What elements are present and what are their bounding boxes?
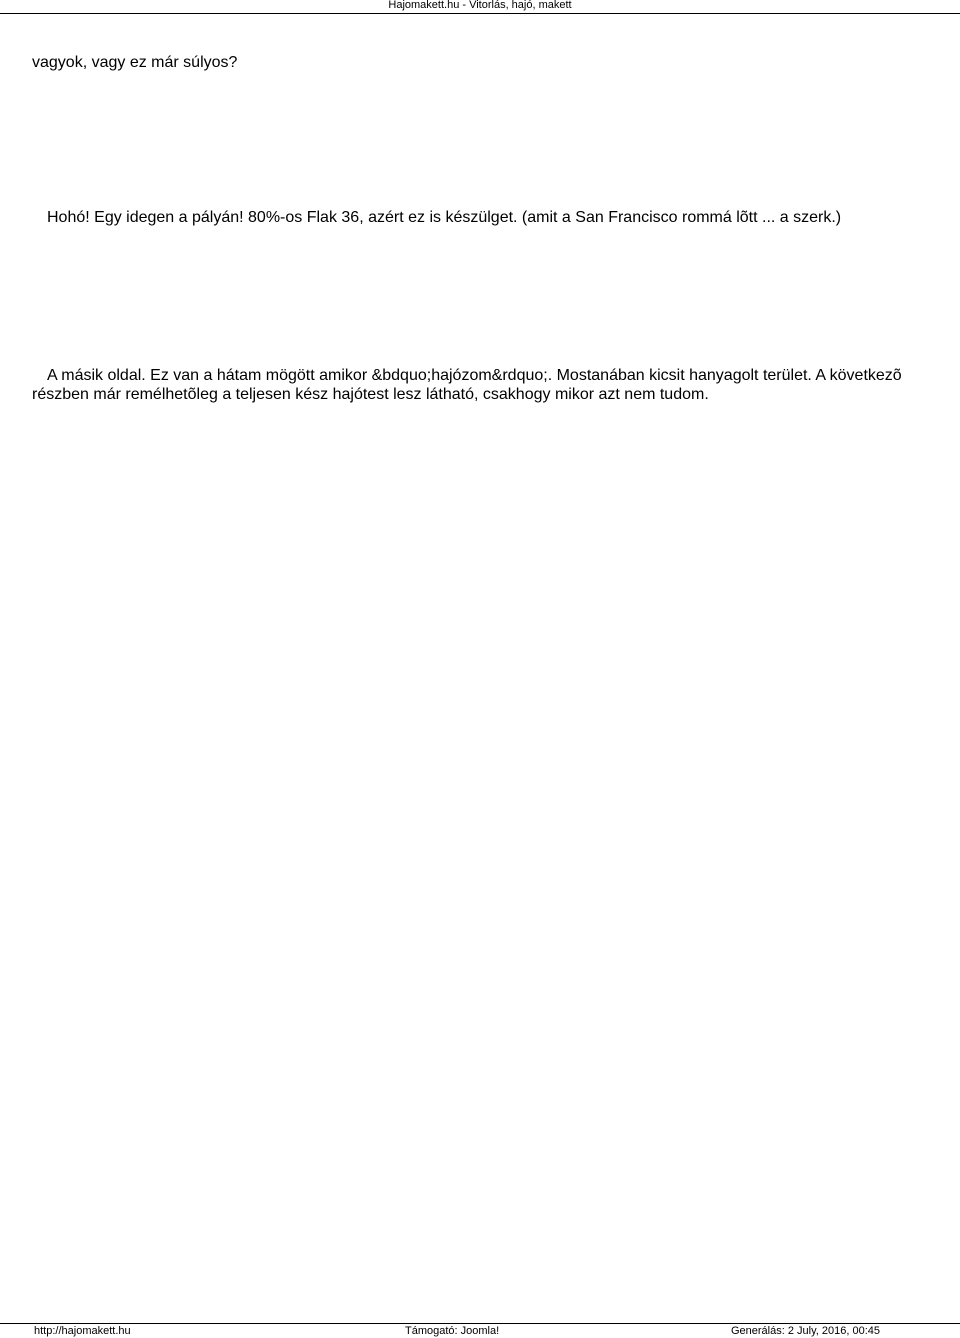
article-paragraph-3: A másik oldal. Ez van a hátam mögött amikor &bdquo;hajózom&rdquo;. Mostanában kicsit hanyagolt terület. A következõ részben már remélhetõleg a teljesen kész hajótest lesz látható, csakhogy mikor azt nem tudom. <box>32 367 902 403</box>
footer-site-url: http://hajomakett.hu <box>34 1325 131 1337</box>
page-footer <box>0 1325 960 1337</box>
footer-generated-date: Generálás: 2 July, 2016, 00:45 <box>730 1325 880 1337</box>
article-paragraph-1: vagyok, vagy ez már súlyos? <box>32 54 238 71</box>
page-header-title: Hajomakett.hu - Vitorlás, hajó, makett <box>388 0 572 11</box>
footer-divider <box>0 1323 960 1324</box>
article-paragraph-2: Hohó! Egy idegen a pályán! 80%-os Flak 36, azért ez is készülget. (amit a San Francisco rommá lõtt ... a szerk.) <box>47 209 842 226</box>
header-divider <box>0 13 960 14</box>
footer-sponsor: Támogató: Joomla! <box>405 1325 500 1337</box>
